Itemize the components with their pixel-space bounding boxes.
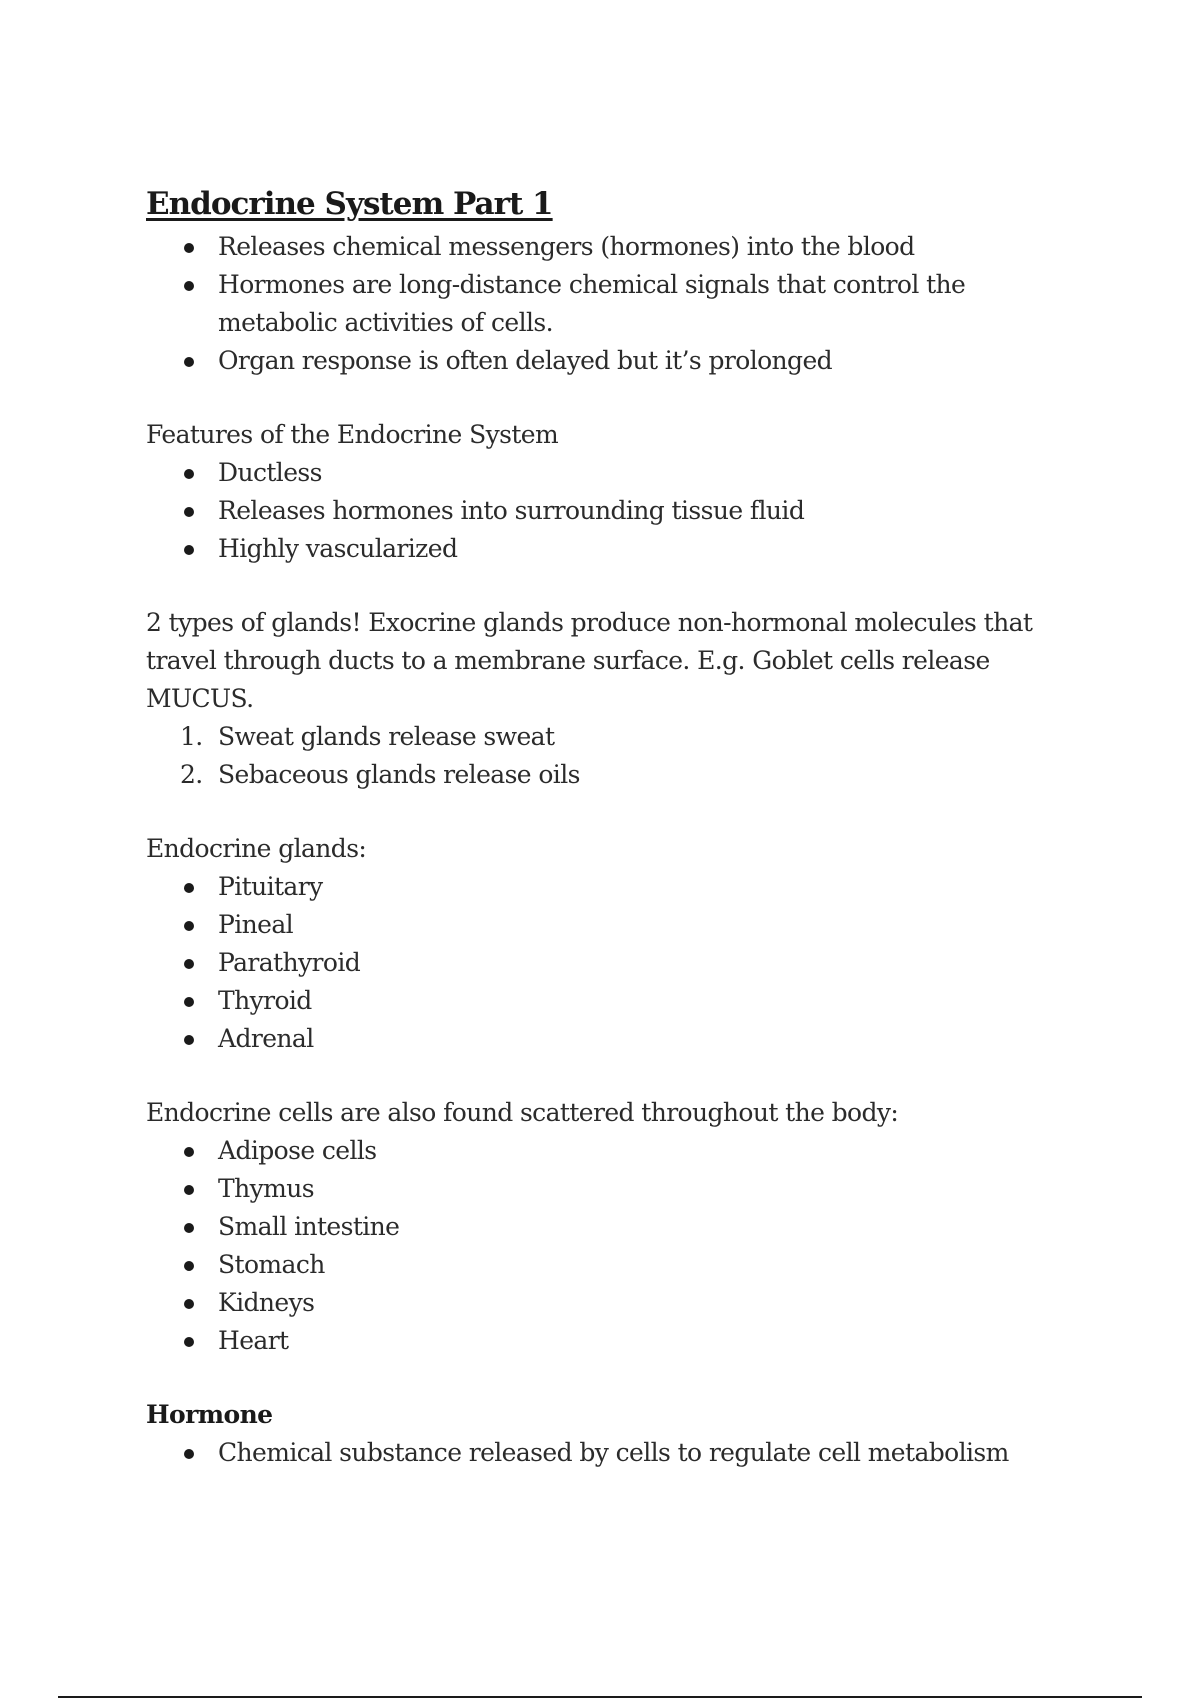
spacer — [146, 1360, 1086, 1396]
spacer — [146, 380, 1086, 416]
list-item: Releases hormones into surrounding tissue fluid — [146, 492, 1086, 530]
list-item: Pituitary — [146, 868, 1086, 906]
list-item: Stomach — [146, 1246, 1086, 1284]
list-item: Parathyroid — [146, 944, 1086, 982]
list-item: Adrenal — [146, 1020, 1086, 1058]
spacer — [146, 568, 1086, 604]
page-title: Endocrine System Part 1 — [146, 186, 553, 222]
list-item: Small intestine — [146, 1208, 1086, 1246]
list-number: 1. — [180, 722, 203, 751]
document-page — [146, 182, 1086, 1472]
list-item: Hormones are long-distance chemical signals that control the metabolic activities of cells. — [146, 266, 1086, 342]
features-heading: Features of the Endocrine System — [146, 420, 559, 449]
spacer — [146, 1058, 1086, 1094]
list-item: Thymus — [146, 1170, 1086, 1208]
hormone-bullet-list — [146, 1434, 1086, 1472]
list-number: 2. — [180, 760, 203, 789]
list-item: Organ response is often delayed but it’s prolonged — [146, 342, 1086, 380]
list-item-text: Sweat glands release sweat — [218, 722, 555, 751]
spacer — [146, 794, 1086, 830]
list-item: Chemical substance released by cells to regulate cell metabolism — [146, 1434, 1086, 1472]
endocrine-glands-heading: Endocrine glands: — [146, 834, 367, 863]
intro-bullet-list — [146, 228, 1086, 380]
exocrine-numbered-list — [146, 718, 1086, 794]
list-item: Kidneys — [146, 1284, 1086, 1322]
list-item: Releases chemical messengers (hormones) into the blood — [146, 228, 1086, 266]
list-item: Highly vascularized — [146, 530, 1086, 568]
endocrine-glands-list — [146, 868, 1086, 1058]
list-item — [146, 718, 1086, 756]
list-item: Pineal — [146, 906, 1086, 944]
list-item: Heart — [146, 1322, 1086, 1360]
glands-types-paragraph: 2 types of glands! Exocrine glands produce non-hormonal molecules that travel through ducts to a membrane surface. E.g. Goblet cells release MUCUS. — [146, 608, 1033, 713]
footer-divider — [58, 1696, 1142, 1698]
scattered-cells-list — [146, 1132, 1086, 1360]
list-item-text: Sebaceous glands release oils — [218, 760, 580, 789]
list-item — [146, 756, 1086, 794]
list-item: Adipose cells — [146, 1132, 1086, 1170]
features-bullet-list — [146, 454, 1086, 568]
scattered-cells-heading: Endocrine cells are also found scattered throughout the body: — [146, 1098, 899, 1127]
list-item: Ductless — [146, 454, 1086, 492]
hormone-heading: Hormone — [146, 1400, 273, 1429]
list-item: Thyroid — [146, 982, 1086, 1020]
